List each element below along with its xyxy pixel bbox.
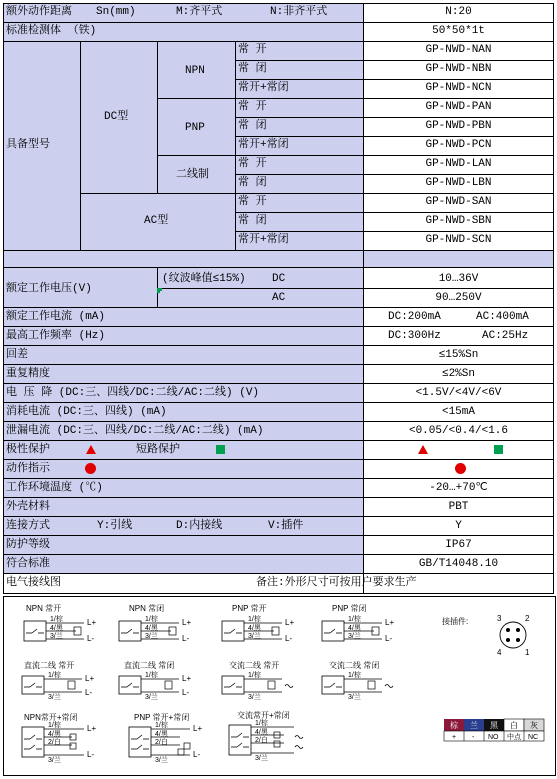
lminus-1: L-	[87, 634, 95, 643]
leakage-label: 泄漏电流 (DC:三、四线/DC:二线/AC:二线) (mA)	[6, 425, 264, 437]
voltage-ac-value: 90…250V	[435, 292, 482, 304]
model-code: GP-NWD-LAN	[425, 158, 492, 170]
target-value: 50*50*1t	[432, 25, 485, 37]
distance-value: N:20	[445, 6, 472, 18]
wire-brown-2: 1/棕	[145, 616, 158, 623]
diagram-title-pnp-nonc: PNP 常开+常闭	[134, 713, 190, 722]
wire-brown-11: 1/棕	[255, 720, 268, 727]
diagram-title-ac-nonc: 交流常开+常闭	[237, 711, 290, 720]
diagram-dc2-nc	[119, 660, 191, 701]
diagram-title-ac2-no: 交流二线 常开	[229, 661, 280, 670]
diagram-npn-nonc	[22, 712, 96, 764]
wire-brown-7: 1/棕	[248, 672, 261, 679]
distance-nonflush: N:非齐平式	[270, 6, 328, 18]
wire-blue-11: 3/兰	[255, 755, 268, 762]
drop-value: <1.5V/<4V/<6V	[415, 387, 502, 399]
repeat-value: ≤2%Sn	[441, 368, 475, 380]
models-label: 具备型号	[6, 139, 50, 151]
wire-brown-6: 1/棕	[145, 672, 158, 679]
lminus-5: L-	[85, 688, 93, 697]
wire-blue-7: 3/兰	[248, 694, 261, 701]
legend-nc: NC	[528, 734, 539, 741]
ac-wave-icon	[285, 685, 293, 688]
diagram-title-npn-nc: NPN 常闭	[129, 604, 165, 613]
wire-blue-1: 3/兰	[50, 633, 63, 640]
housing-label: 外壳材料	[6, 501, 50, 513]
connector-label: 接插件:	[442, 617, 469, 626]
wire-white-10: 2/白	[155, 739, 168, 746]
two-wire-label: 二线制	[176, 169, 209, 181]
model-contact-type: 常 闭	[238, 63, 267, 75]
lplus-4: L+	[385, 618, 395, 627]
wire-brown-10: 1/棕	[155, 722, 168, 729]
legend-white: 白	[510, 721, 518, 730]
npn-label: NPN	[185, 65, 205, 77]
model-code: GP-NWD-PBN	[425, 120, 492, 132]
wire-black-2: 4/黑	[145, 625, 158, 632]
cell-marker-icon	[157, 288, 162, 293]
dc-type-label: DC型	[104, 111, 129, 123]
frequency-ac: AC:25Hz	[482, 330, 529, 342]
diagram-pnp-nc	[322, 603, 394, 643]
wire-white-11: 2/白	[255, 737, 268, 744]
wiring-label: 电气接线图	[6, 577, 61, 589]
polarity-protection-label: 极性保护	[6, 444, 50, 456]
model-contact-type: 常 开	[238, 44, 267, 56]
diagram-title-pnp-no: PNP 常开	[232, 604, 267, 613]
lplus-3: L+	[285, 618, 295, 627]
wire-blue-9: 3/兰	[48, 757, 61, 764]
lplus-9: L+	[87, 724, 97, 733]
wire-brown-5: 1/棕	[48, 672, 61, 679]
pin-2: 2	[525, 614, 530, 623]
wire-black-1: 4/黑	[50, 625, 63, 632]
model-contact-type: 常 闭	[238, 120, 267, 132]
model-code: GP-NWD-NAN	[425, 44, 492, 56]
diagram-dc2-no	[22, 660, 94, 701]
legend-no: NO	[488, 734, 499, 741]
distance-flush: M:齐平式	[176, 6, 223, 18]
lplus-1: L+	[87, 618, 97, 627]
legend-minus: -	[472, 734, 475, 741]
ac-type-label: AC型	[144, 215, 169, 227]
diagram-title-npn-nonc: NPN常开+常闭	[24, 713, 78, 722]
model-code: GP-NWD-NBN	[425, 63, 492, 75]
legend-black: 黑	[490, 721, 498, 730]
pin-1: 1	[525, 648, 530, 657]
wiring-diagrams	[3, 596, 556, 776]
lminus-6: L-	[182, 688, 190, 697]
model-code: GP-NWD-SBN	[425, 215, 492, 227]
wire-blue-10: 3/兰	[155, 757, 168, 764]
wire-black-4: 4/黑	[348, 625, 361, 632]
model-code: GP-NWD-NCN	[425, 82, 492, 94]
distance-label: 额外动作距离	[6, 6, 72, 18]
connector-diagram	[442, 614, 530, 657]
short-protection-label: 短路保护	[136, 444, 180, 456]
wire-brown-3: 1/棕	[248, 616, 261, 623]
model-contact-type: 常 开	[238, 158, 267, 170]
lminus-9: L-	[87, 750, 95, 759]
voltage-dc-label: DC	[272, 273, 286, 285]
wiring-svg	[4, 597, 555, 775]
wire-black-10: 4/黑	[155, 731, 168, 738]
diagram-pnp-nonc	[129, 712, 202, 764]
current-ac: AC:400mA	[476, 311, 529, 323]
lplus-10: L+	[193, 724, 203, 733]
lplus-6: L+	[182, 674, 192, 683]
diagram-title-pnp-nc: PNP 常闭	[332, 604, 367, 613]
lminus-2: L-	[182, 634, 190, 643]
diagram-pnp-no	[222, 603, 294, 643]
connection-value: Y	[455, 520, 462, 532]
wire-black-9: 4/黑	[48, 731, 61, 738]
model-contact-type: 常 闭	[238, 215, 267, 227]
ip-label: 防护等级	[6, 539, 50, 551]
lminus-10: L-	[193, 750, 201, 759]
legend-plus: +	[452, 734, 457, 741]
hysteresis-value: ≤15%Sn	[438, 349, 479, 361]
pin-3: 3	[497, 614, 502, 623]
legend-brown: 棕	[450, 721, 458, 730]
diagram-npn-nc	[119, 603, 191, 643]
wire-black-11: 4/黑	[255, 729, 268, 736]
voltage-ac-label: AC	[272, 292, 286, 304]
wire-blue-6: 3/兰	[145, 694, 158, 701]
wire-blue-2: 3/兰	[145, 633, 158, 640]
model-code: GP-NWD-LBN	[425, 177, 492, 189]
lminus-4: L-	[385, 634, 393, 643]
lplus-2: L+	[182, 618, 192, 627]
model-code: GP-NWD-SAN	[425, 196, 492, 208]
ac-wave-icon-2	[385, 685, 393, 688]
legend-grey: 灰	[530, 721, 538, 730]
pin-4: 4	[497, 648, 502, 657]
pnp-label: PNP	[185, 122, 205, 134]
wire-black-3: 4/黑	[248, 625, 261, 632]
wire-blue-4: 3/兰	[348, 633, 361, 640]
temperature-label: 工作环境温度 (℃)	[6, 482, 103, 494]
target-label: 标准检测体 （铁)	[6, 25, 97, 37]
indicator-label: 动作指示	[6, 463, 50, 475]
model-contact-type: 常 开	[238, 196, 267, 208]
distance-sn: Sn(mm)	[96, 6, 136, 18]
model-contact-type: 常 开	[238, 101, 267, 113]
wire-blue-3: 3/兰	[248, 633, 261, 640]
current-label: 额定工作电流 (mA)	[6, 311, 106, 323]
model-code: GP-NWD-SCN	[425, 234, 492, 246]
voltage-dc-value: 10…36V	[438, 273, 479, 285]
lminus-3: L-	[285, 634, 293, 643]
diagram-title-dc2-nc: 直流二线 常闭	[124, 661, 175, 670]
wire-brown-4: 1/棕	[348, 616, 361, 623]
housing-value: PBT	[448, 501, 469, 513]
ac-wave-icon-3	[295, 736, 303, 739]
drop-label: 电 压 降 (DC:三、四线/DC:二线/AC:二线) (V)	[6, 387, 260, 399]
model-contact-type: 常 闭	[238, 177, 267, 189]
current-dc: DC:200mA	[388, 311, 441, 323]
standard-label: 符合标准	[6, 558, 50, 570]
repeat-label: 重复精度	[6, 368, 50, 380]
connection-v: V:插件	[268, 520, 304, 532]
wire-brown-1: 1/棕	[50, 616, 63, 623]
wire-brown-9: 1/棕	[48, 722, 61, 729]
frequency-label: 最高工作频率 (Hz)	[6, 330, 106, 342]
standard-value: GB/T14048.10	[418, 558, 499, 570]
model-contact-type: 常开+常闭	[238, 82, 289, 94]
diagram-ac2-nc	[322, 660, 393, 701]
wire-blue-5: 3/兰	[48, 694, 61, 701]
diagram-ac2-no	[222, 660, 293, 701]
color-legend	[444, 719, 544, 741]
connection-label: 连接方式	[6, 520, 50, 532]
wire-brown-8: 1/棕	[348, 672, 361, 679]
consumption-value: <15mA	[441, 406, 475, 418]
wiring-note: 备注:外形尺寸可按用户要求生产	[256, 577, 417, 589]
lplus-5: L+	[85, 674, 95, 683]
model-contact-type: 常开+常闭	[238, 234, 289, 246]
voltage-label: 额定工作电压(V)	[6, 283, 92, 295]
legend-mid: 中点	[507, 734, 521, 741]
connection-y: Y:引线	[97, 520, 133, 532]
diagram-title-npn-no: NPN 常开	[26, 604, 62, 613]
voltage-ripple: (纹波峰值≤15%)	[162, 273, 246, 285]
model-code: GP-NWD-PAN	[425, 101, 492, 113]
ip-value: IP67	[445, 539, 472, 551]
diagram-npn-no	[24, 603, 96, 643]
leakage-value: <0.05/<0.4/<1.6	[408, 425, 509, 437]
diagram-title-dc2-no: 直流二线 常开	[24, 661, 75, 670]
connection-d: D:内接线	[176, 520, 223, 532]
wire-blue-8: 3/兰	[348, 694, 361, 701]
model-contact-type: 常开+常闭	[238, 139, 289, 151]
model-code: GP-NWD-PCN	[425, 139, 492, 151]
legend-blue: 兰	[470, 721, 478, 730]
diagram-title-ac2-nc: 交流二线 常闭	[329, 661, 380, 670]
frequency-dc: DC:300Hz	[388, 330, 441, 342]
diagram-ac-nonc	[229, 710, 303, 762]
ac-wave-icon-4	[295, 746, 303, 749]
temperature-value: -20…+70℃	[429, 482, 488, 494]
hysteresis-label: 回差	[6, 349, 28, 361]
consumption-label: 消耗电流 (DC:三、四线) (mA)	[6, 406, 167, 418]
wire-white-9: 2/白	[48, 739, 61, 746]
